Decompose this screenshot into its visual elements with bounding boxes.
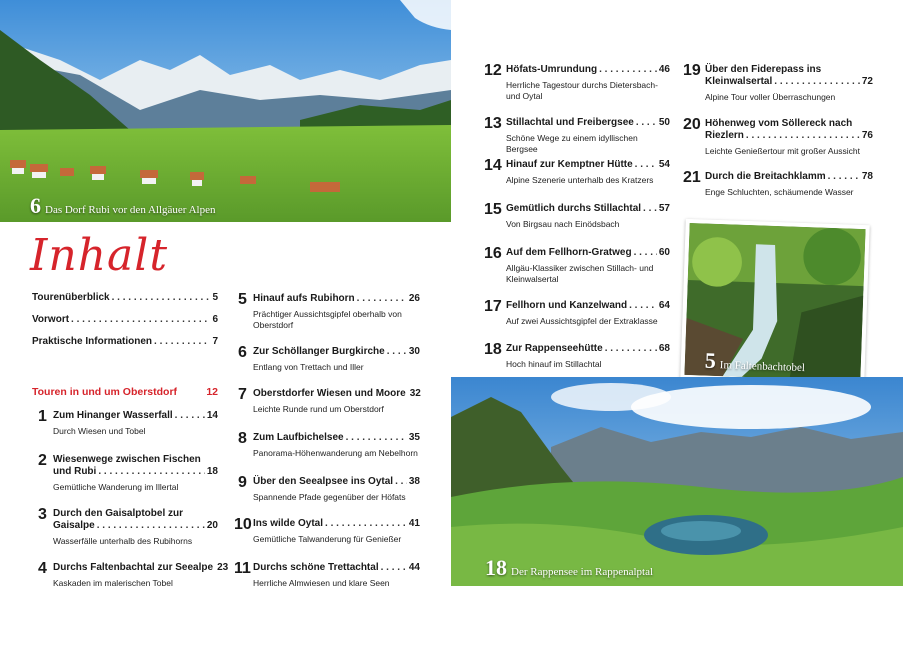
tour-description: Herrliche Almwiesen und klare Seen [253, 578, 390, 588]
tour-number: 9 [238, 474, 247, 491]
tour-page: 64 [658, 300, 670, 311]
tour-page: 54 [658, 159, 670, 170]
photo-caption [30, 193, 215, 219]
tour-number: 6 [238, 344, 247, 361]
tour-title: Durch die Breitachklamm [705, 171, 826, 182]
front-matter-list [32, 292, 218, 347]
section-label: Touren in und um Oberstdorf [32, 386, 178, 398]
tour-description: Durch Wiesen und Tobel [53, 426, 146, 436]
tour-description: Schöne Wege zu einem idyllischen Bergsee [506, 133, 638, 154]
tour-title: Ins wilde Oytal [253, 518, 324, 529]
tour-title: Hinauf zur Kemptner Hütte [506, 159, 633, 170]
tour-number: 18 [484, 341, 502, 358]
tour-description: Entlang von Trettach und Iller [253, 362, 364, 372]
tour-number: 14 [484, 157, 502, 174]
toc-page: 5 [212, 292, 218, 303]
caption-number: 18 [485, 555, 507, 580]
tour-title: Kleinwalsertal [705, 76, 773, 87]
toc-row[interactable] [32, 336, 218, 347]
tour-title: Fellhorn und Kanzelwand [506, 300, 628, 311]
tour-page: 23 [217, 562, 229, 573]
tour-number: 2 [38, 452, 47, 469]
tour-title: Oberstdorfer Wiesen und Moore [253, 388, 406, 399]
tour-description: Gemütliche Wanderung im Illertal [53, 482, 179, 492]
tour-page: 72 [861, 76, 873, 87]
tour-page: 46 [658, 64, 670, 75]
tour-description: Wasserfälle unterhalb des Rubihorns [53, 536, 193, 546]
tour-page: 30 [408, 346, 420, 357]
toc-page: 6 [212, 314, 218, 325]
toc-row[interactable] [32, 292, 218, 303]
toc-label: Tourenüberblick [32, 292, 110, 303]
tour-page: 26 [408, 293, 420, 304]
tour-title: Hinauf aufs Rubihorn [253, 293, 355, 304]
tour-description: Leichte Genießertour mit großer Aussicht [705, 146, 860, 156]
section-header[interactable] [32, 386, 218, 398]
tour-page: 38 [408, 476, 420, 487]
tour-title: Zur Schöllanger Burgkirche [253, 346, 385, 357]
tour-description: Allgäu-Klassiker zwischen Stillach- und Kleinwalsertal [506, 263, 654, 284]
tour-number: 5 [238, 291, 247, 308]
tour-number: 16 [484, 245, 502, 262]
toc-label: Praktische Informationen [32, 336, 153, 347]
photo-rubi-village [0, 0, 451, 222]
tour-number: 7 [238, 386, 247, 403]
tour-description: Herrliche Tagestour durchs Dietersbach- und Oytal [506, 80, 658, 101]
tour-title: Zur Rappenseehütte [506, 343, 603, 354]
tour-title: Stillachtal und Freibergsee [506, 117, 634, 128]
tour-description: Auf zwei Aussichtsgipfel der Extraklasse [506, 316, 658, 326]
caption-number: 5 [704, 347, 717, 373]
caption-text: Das Dorf Rubi vor den Allgäuer Alpen [45, 204, 216, 216]
photo-caption [485, 555, 653, 581]
tour-number: 3 [38, 506, 47, 523]
tour-page: 50 [658, 117, 670, 128]
tour-title: und Rubi [53, 466, 97, 477]
tour-description: Hoch hinauf im Stillachtal [506, 359, 602, 369]
caption-text: Der Rappensee im Rappenalptal [511, 566, 654, 578]
tour-page: 57 [658, 203, 670, 214]
tour-title: Höfats-Umrundung [506, 64, 598, 75]
tour-title-line1: Höhenweg vom Söllereck nach [705, 118, 853, 129]
tour-number: 13 [484, 115, 502, 132]
toc-label: Vorwort [32, 314, 70, 325]
tour-page: 68 [658, 343, 670, 354]
tour-description: Panorama-Höhenwanderung am Nebelhorn [253, 448, 418, 458]
toc-page: 7 [212, 336, 218, 347]
tour-number: 10 [234, 516, 252, 533]
tour-title: Auf dem Fellhorn-Gratweg [506, 247, 632, 258]
tour-number: 19 [683, 62, 701, 79]
tour-description: Spannende Pfade gegenüber der Höfats [253, 492, 406, 502]
tour-page: 18 [206, 466, 218, 477]
tour-description: Gemütliche Talwanderung für Genießer [253, 534, 402, 544]
section-page: 12 [206, 386, 218, 398]
tour-title: Zum Hinanger Wasserfall [53, 410, 173, 421]
page-title: Inhalt [30, 230, 169, 281]
caption-text: Im Faltenbachtobel [719, 359, 806, 375]
tour-title: Gemütlich durchs Stillachtal [506, 203, 642, 214]
tour-description: Kaskaden im malerischen Tobel [53, 578, 173, 588]
tour-number: 8 [238, 430, 247, 447]
tour-page: 60 [658, 247, 670, 258]
photo-caption [704, 348, 805, 377]
caption-number: 6 [30, 193, 41, 218]
tour-page: 44 [408, 562, 420, 573]
tour-number: 1 [38, 408, 47, 425]
tour-page: 41 [408, 518, 420, 529]
tour-page: 32 [409, 388, 421, 399]
tour-description: Enge Schluchten, schäumende Wasser [705, 187, 854, 197]
tour-page: 20 [206, 520, 218, 531]
tour-title-line1: Über den Fiderepass ins [705, 64, 822, 75]
tour-page: 78 [861, 171, 873, 182]
tour-title: Gaisalpe [53, 520, 95, 531]
tour-number: 4 [38, 560, 47, 577]
tour-title: Durchs Faltenbachtal zur Seealpe [53, 562, 214, 573]
tour-title: Durchs schöne Trettachtal [253, 562, 379, 573]
photo-rappensee [451, 377, 903, 586]
tour-number: 11 [234, 560, 251, 577]
toc-row[interactable] [32, 314, 218, 325]
tour-number: 21 [683, 169, 701, 186]
tour-title: Über den Seealpsee ins Oytal [253, 476, 394, 487]
tour-title: Zum Laufbichelsee [253, 432, 344, 443]
tour-title-line1: Durch den Gaisalptobel zur [53, 508, 184, 519]
tour-description: Leichte Runde rund um Oberstdorf [253, 404, 384, 414]
tour-description: Von Birgsau nach Einödsbach [506, 219, 620, 229]
tour-description: Alpine Szenerie unterhalb des Kratzers [506, 175, 654, 185]
tour-number: 12 [484, 62, 502, 79]
tour-page: 35 [408, 432, 420, 443]
tour-page: 76 [861, 130, 873, 141]
tour-number: 20 [683, 116, 701, 133]
photo-faltenbachtobel [680, 219, 869, 385]
tour-description: Alpine Tour voller Überraschungen [705, 92, 836, 102]
tour-description: Prächtiger Aussichtsgipfel oberhalb von Oberstdorf [253, 309, 402, 330]
tour-title-line1: Wiesenwege zwischen Fischen [53, 454, 201, 465]
tour-page: 14 [206, 410, 218, 421]
tour-number: 15 [484, 201, 502, 218]
tour-title: Riezlern [705, 130, 744, 141]
tour-number: 17 [484, 298, 502, 315]
